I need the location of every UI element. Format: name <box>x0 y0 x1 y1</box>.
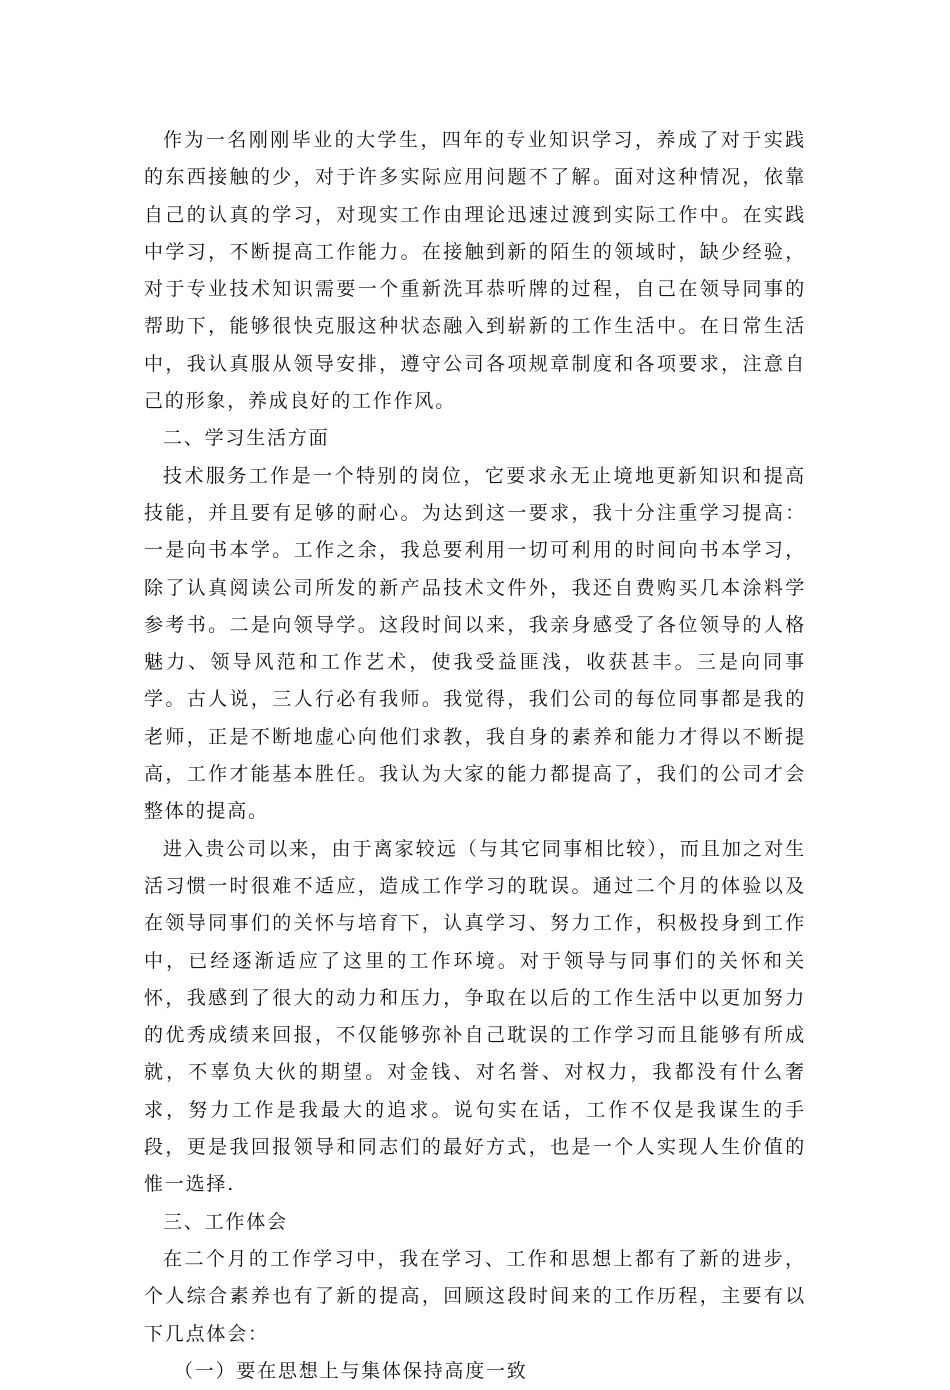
document-body <box>144 122 806 1390</box>
section-heading-study-life: 二、学习生活方面 <box>163 427 330 450</box>
sub-heading-ideology: （一）要在思想上与集体保持高度一致 <box>174 1359 528 1382</box>
section-heading-work-experience: 三、工作体会 <box>163 1210 288 1233</box>
paragraph-technical-service: 技术服务工作是一个特别的岗位，它要求永无止境地更新知识和提高技能，并且要有足够的耐心。为达到这一要求，我十分注重学习提高：一是向书本学。工作之余，我总要利用一切可利用的时间向书本学习，除了认真阅读公司所发的新产品技术文件外，我还自费购买几本涂料学参考书。二是向领导学。这段时间以来，我亲身感受了各位领导的人格魅力、领导风范和工作艺术，使我受益匪浅，收获甚丰。三是向同事学。古人说，三人行必有我师。我觉得，我们公司的每位同事都是我的老师，正是不断地虚心向他们求教，我自身的素养和能力才得以不断提高，工作才能基本胜任。我认为大家的能力都提高了，我们的公司才会整体的提高。 <box>144 464 806 823</box>
paragraph-two-months: 在二个月的工作学习中，我在学习、工作和思想上都有了新的进步，个人综合素养也有了新的提高，回顾这段时间来的工作历程，主要有以下几点体会： <box>144 1247 806 1345</box>
paragraph-joining-company: 进入贵公司以来，由于离家较远（与其它同事相比较），而且加之对生活习惯一时很难不适应，造成工作学习的耽误。通过二个月的体验以及在领导同事们的关怀与培育下，认真学习、努力工作，积极投身到工作中，已经逐渐适应了这里的工作环境。对于领导与同事们的关怀和关怀，我感到了很大的动力和压力，争取在以后的工作生活中以更加努力的优秀成绩来回报，不仅能够弥补自己耽误的工作学习而且能够有所成就，不辜负大伙的期望。对金钱、对名誉、对权力，我都没有什么奢求，努力工作是我最大的追求。说句实在话，工作不仅是我谋生的手段，更是我回报领导和同志们的最好方式，也是一个人实现人生价值的惟一选择. <box>144 837 806 1196</box>
paragraph-intro: 作为一名刚刚毕业的大学生，四年的专业知识学习，养成了对于实践的东西接触的少，对于许多实际应用问题不了解。面对这种情况，依靠自己的认真的学习，对现实工作由理论迅速过渡到实际工作中。在实践中学习，不断提高工作能力。在接触到新的陌生的领域时，缺少经验，对于专业技术知识需要一个重新洗耳恭听牌的过程，自己在领导同事的帮助下，能够很快克服这种状态融入到崭新的工作生活中。在日常生活中，我认真服从领导安排，遵守公司各项规章制度和各项要求，注意自己的形象，养成良好的工作作风。 <box>144 129 806 413</box>
